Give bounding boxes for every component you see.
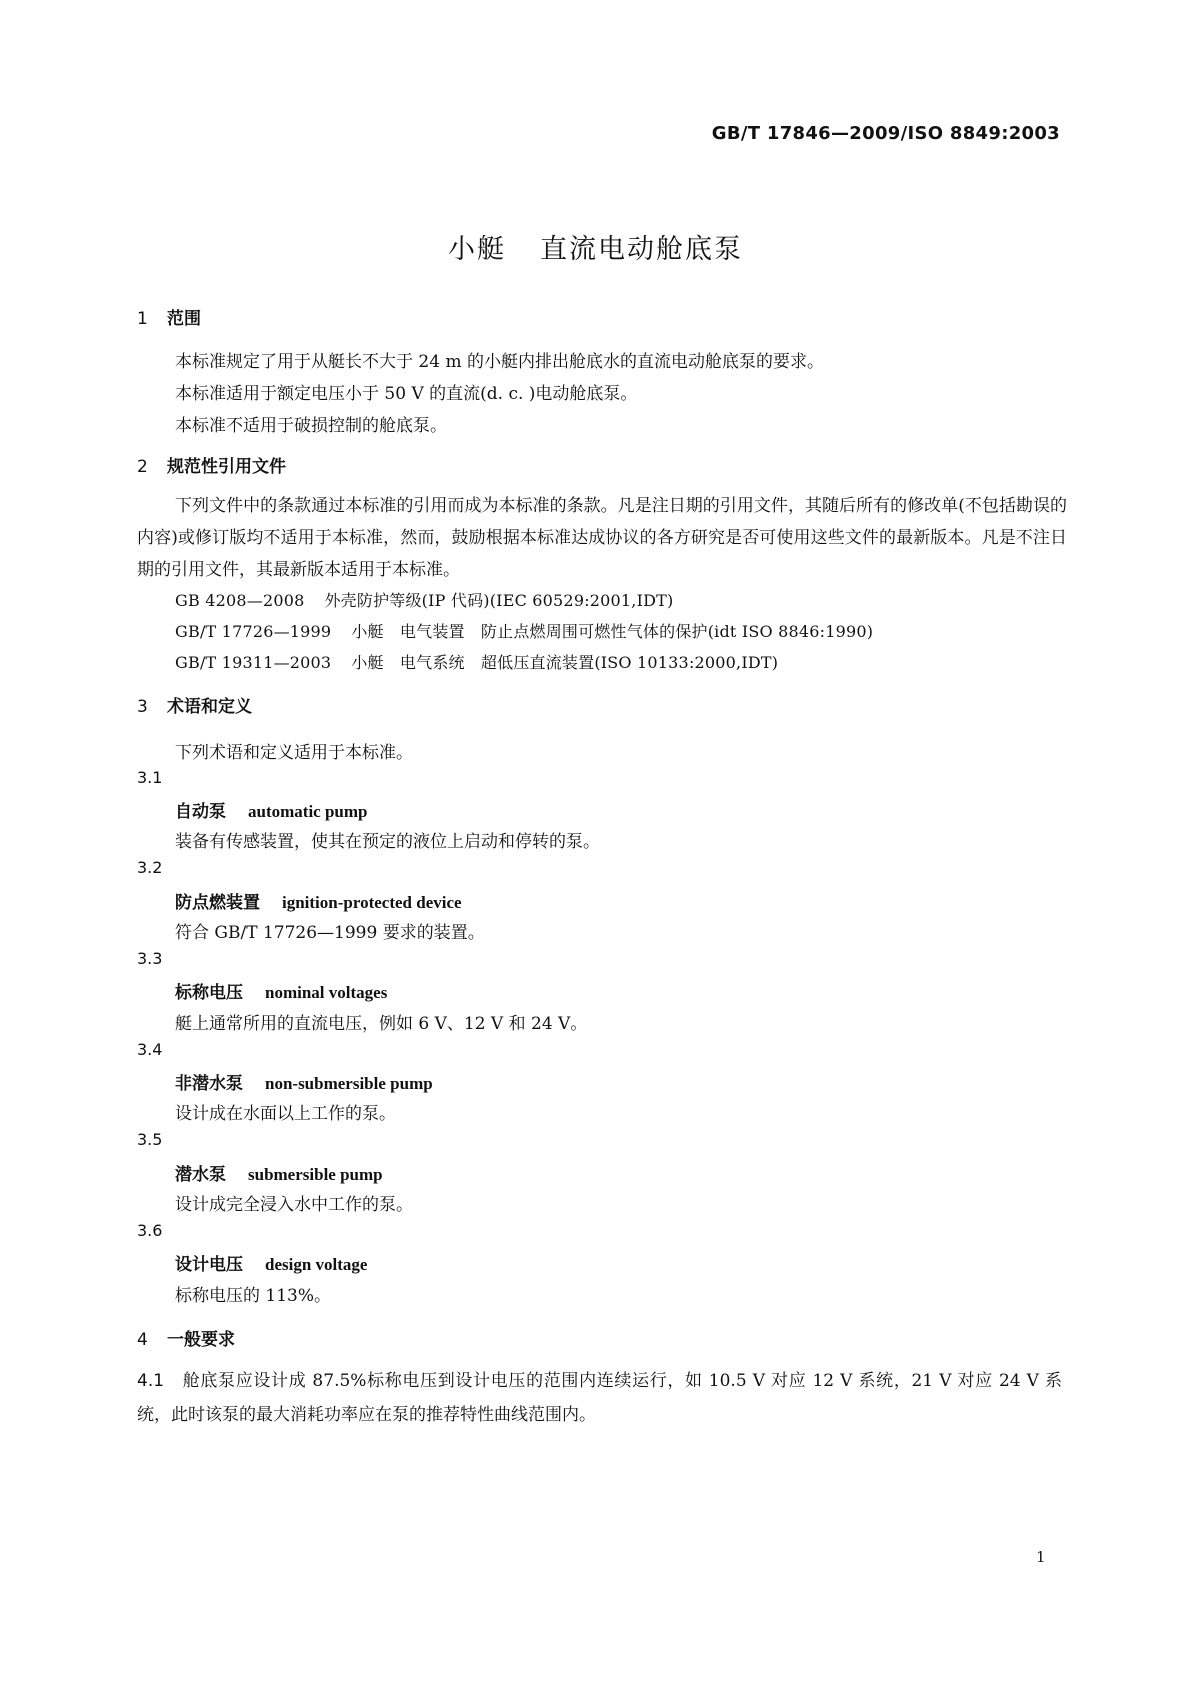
section-number: 4	[137, 1330, 148, 1350]
term-number: 3.1	[137, 768, 163, 787]
term-definition: 装备有传感装置，使其在预定的液位上启动和停转的泵。	[175, 832, 600, 852]
reference-item	[175, 588, 673, 611]
scope-line-2: 本标准适用于额定电压小于 50 V 的直流(d. c. )电动舱底泵。	[175, 384, 638, 404]
term-zh: 设计电压	[175, 1255, 243, 1275]
term-heading	[175, 797, 367, 822]
clause-4-1	[137, 1364, 1062, 1432]
term-en: design voltage	[265, 1255, 368, 1274]
section-3-heading	[137, 692, 252, 717]
section-4-heading	[137, 1325, 235, 1350]
reference-title: 小艇 电气装置 防止点燃周围可燃性气体的保护(idt ISO 8846:1990)	[351, 622, 874, 641]
page-number: 1	[1036, 1548, 1046, 1566]
term-en: non-submersible pump	[265, 1074, 433, 1093]
term-heading	[175, 1250, 367, 1275]
term-en: ignition-protected device	[282, 893, 462, 912]
reference-item	[175, 650, 778, 673]
term-zh: 自动泵	[175, 802, 226, 822]
term-en: nominal voltages	[265, 983, 388, 1002]
clause-text: 舱底泵应设计成 87.5%标称电压到设计电压的范围内连续运行，如 10.5 V 对应 12 V 系统，21 V 对应 24 V 系统，此时该泵的最大消耗功率应在泵的推荐特性曲线范围内。	[137, 1371, 1062, 1425]
term-en: automatic pump	[248, 802, 368, 821]
reference-code: GB/T 17726—1999	[175, 622, 332, 641]
term-definition: 设计成完全浸入水中工作的泵。	[175, 1195, 413, 1215]
section-1-heading	[137, 304, 201, 329]
title-part-2: 直流电动舱底泵	[540, 234, 743, 265]
standard-code: GB/T 17846—2009/ISO 8849:2003	[711, 123, 1060, 144]
section-title: 一般要求	[167, 1330, 235, 1350]
term-zh: 标称电压	[175, 983, 243, 1003]
document-title	[0, 227, 1191, 266]
term-en: submersible pump	[248, 1165, 383, 1184]
term-heading	[175, 888, 462, 913]
section-title: 术语和定义	[167, 697, 252, 717]
reference-code: GB/T 19311—2003	[175, 653, 332, 672]
references-paragraph: 下列文件中的条款通过本标准的引用而成为本标准的条款。凡是注日期的引用文件，其随后所有的修改单(不包括勘误的内容)或修订版均不适用于本标准，然而，鼓励根据本标准达成协议的各方研究是否可使用这些文件的最新版本。凡是不注日期的引用文件，其最新版本适用于本标准。	[137, 496, 1067, 580]
clause-number: 4.1	[137, 1371, 165, 1391]
term-definition: 标称电压的 113%。	[175, 1286, 332, 1306]
term-number: 3.6	[137, 1221, 163, 1240]
section-2-heading	[137, 452, 286, 477]
scope-line-1: 本标准规定了用于从艇长不大于 24 m 的小艇内排出舱底水的直流电动舱底泵的要求。	[175, 352, 824, 372]
term-zh: 潜水泵	[175, 1165, 226, 1185]
section-title: 范围	[167, 309, 201, 329]
term-zh: 防点燃装置	[175, 893, 260, 913]
term-definition: 设计成在水面以上工作的泵。	[175, 1104, 396, 1124]
reference-title: 外壳防护等级(IP 代码)(IEC 60529:2001,IDT)	[324, 591, 674, 610]
term-zh: 非潜水泵	[175, 1074, 243, 1094]
term-definition: 艇上通常所用的直流电压，例如 6 V、12 V 和 24 V。	[175, 1014, 588, 1034]
terms-intro: 下列术语和定义适用于本标准。	[175, 743, 413, 763]
term-definition: 符合 GB/T 17726—1999 要求的装置。	[175, 923, 485, 943]
scope-line-3: 本标准不适用于破损控制的舱底泵。	[175, 416, 447, 436]
term-heading	[175, 978, 387, 1003]
section-number: 3	[137, 697, 148, 717]
term-number: 3.2	[137, 858, 163, 877]
section-number: 1	[137, 309, 148, 329]
term-heading	[175, 1160, 383, 1185]
section-number: 2	[137, 457, 148, 477]
term-number: 3.5	[137, 1130, 163, 1149]
section-title: 规范性引用文件	[167, 457, 286, 477]
reference-item	[175, 619, 873, 642]
term-number: 3.3	[137, 949, 163, 968]
term-heading	[175, 1069, 433, 1094]
term-number: 3.4	[137, 1040, 163, 1059]
title-part-1: 小艇	[448, 234, 506, 265]
reference-title: 小艇 电气系统 超低压直流装置(ISO 10133:2000,IDT)	[351, 653, 779, 672]
reference-code: GB 4208—2008	[175, 591, 305, 610]
